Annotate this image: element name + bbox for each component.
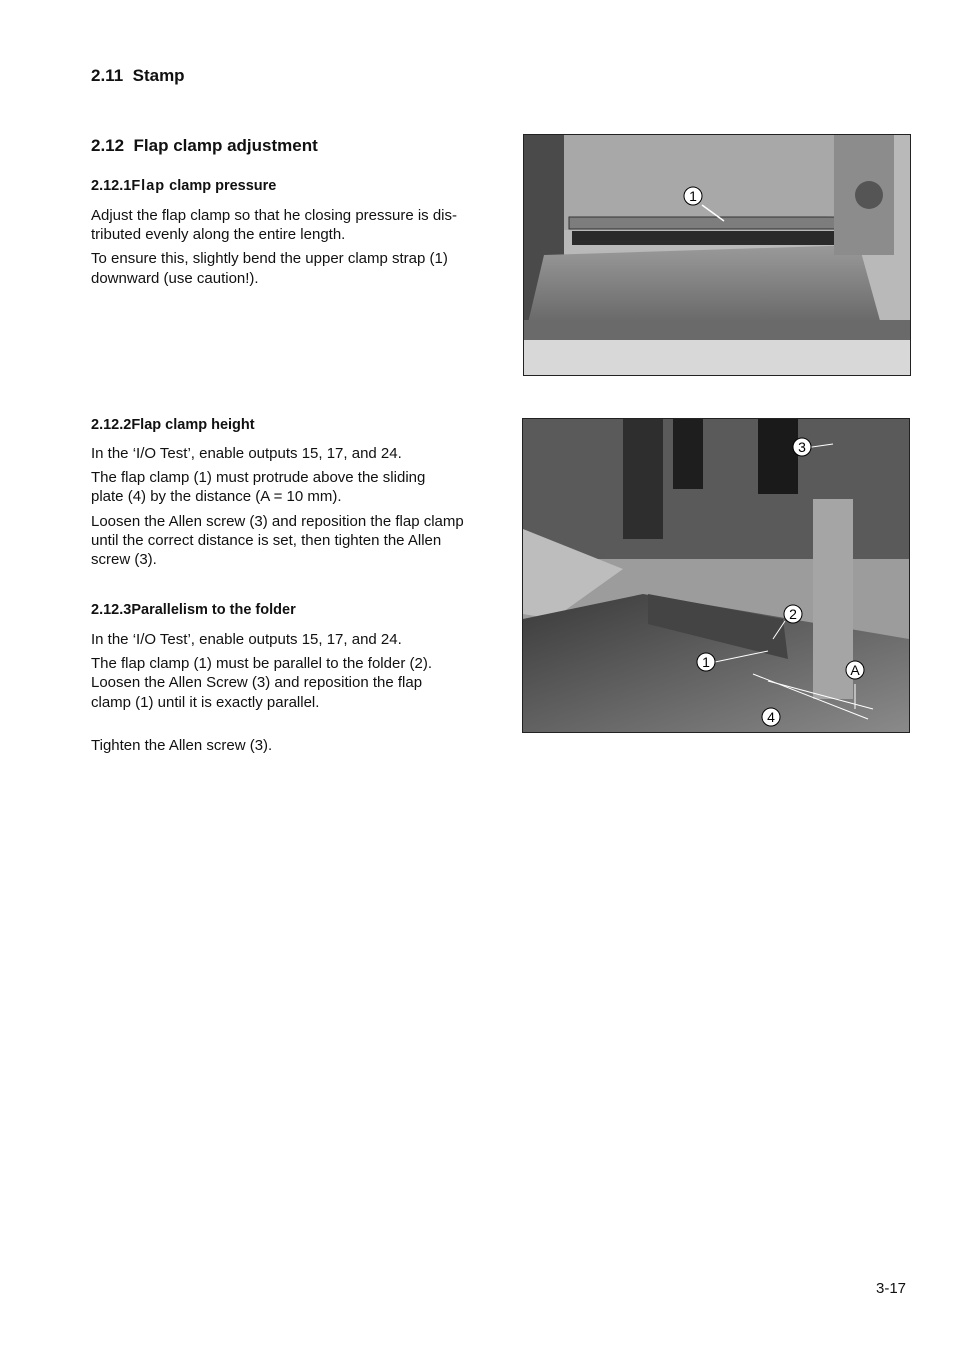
text-line: clamp (1) until it is exactly parallel.: [91, 693, 320, 711]
subsection-2-12-3-heading: [91, 602, 296, 618]
section-title: Stamp: [132, 66, 185, 85]
callout-4: [762, 708, 780, 726]
callout-3: [793, 438, 811, 456]
subsection-2-12-1-body: [91, 206, 496, 288]
photo-2-callouts: [523, 419, 909, 732]
subsection-number: 2.12.2: [91, 417, 132, 433]
paragraph-parallel: [91, 654, 496, 712]
photo-1-callouts: [524, 135, 910, 375]
subsection-2-12-2-heading: [91, 417, 255, 433]
text-line: tributed evenly along the entire length.: [91, 226, 346, 244]
paragraph-loosen: [91, 512, 496, 570]
text-line: Loosen the Allen screw (3) and reposition the flap clamp: [91, 512, 464, 530]
photo-flap-clamp-height: [522, 418, 910, 733]
section-2-12-heading: [91, 136, 318, 156]
svg-text:A: A: [850, 662, 860, 678]
paragraph-pressure: [91, 206, 496, 244]
text-line: screw (3).: [91, 551, 157, 569]
subsection-title: Flap clamp height: [131, 417, 255, 433]
section-number: 2.11: [91, 66, 124, 85]
text-line: To ensure this, slightly bend the upper clamp strap (1): [91, 250, 448, 268]
text-line: plate (4) by the distance (A = 10 mm).: [91, 488, 342, 506]
subsection-number: 2.12.1: [91, 178, 132, 194]
page-number: 3-17: [876, 1280, 907, 1297]
callout-1: [697, 653, 715, 671]
paragraph-protrude: [91, 468, 496, 506]
svg-text:1: 1: [689, 188, 697, 204]
svg-text:3: 3: [798, 439, 806, 455]
svg-text:1: 1: [702, 654, 710, 670]
svg-text:2: 2: [789, 606, 797, 622]
photo-flap-clamp-pressure: [523, 134, 911, 376]
callout-a: [846, 661, 864, 679]
subsection-title-part-b: clamp pressure: [169, 178, 277, 194]
section-2-11-heading: [91, 66, 185, 86]
section-number: 2.12: [91, 136, 125, 155]
paragraph-io-test: In the ‘I/O Test’, enable outputs 15, 17, and 24.: [91, 445, 402, 462]
text-line: Adjust the flap clamp so that he closing pressure is dis-: [91, 207, 458, 224]
paragraph-tighten: Tighten the Allen screw (3).: [91, 736, 273, 754]
text-line: The flap clamp (1) must be parallel to the folder (2).: [91, 655, 432, 673]
svg-text:4: 4: [767, 709, 775, 725]
callout-1: [684, 187, 702, 205]
subsection-title-part-a: Flap: [131, 178, 166, 194]
paragraph-io-test: In the ‘I/O Test’, enable outputs 15, 17, and 24.: [91, 631, 402, 648]
text-line: until the correct distance is set, then tighten the Allen: [91, 531, 442, 549]
callout-2: [784, 605, 802, 623]
subsection-title: Parallelism to the folder: [131, 602, 296, 618]
subsection-2-12-1-heading: [91, 178, 276, 194]
paragraph-bend-strap: [91, 249, 496, 287]
text-line: downward (use caution!).: [91, 269, 259, 287]
text-line: The flap clamp (1) must protrude above the sliding: [91, 469, 426, 487]
subsection-2-12-2-body: [91, 444, 496, 569]
subsection-number: 2.12.3: [91, 602, 132, 618]
section-title: Flap clamp adjustment: [133, 136, 318, 155]
subsection-2-12-3-body: [91, 630, 496, 755]
text-line: Loosen the Allen Screw (3) and reposition the flap: [91, 674, 423, 692]
